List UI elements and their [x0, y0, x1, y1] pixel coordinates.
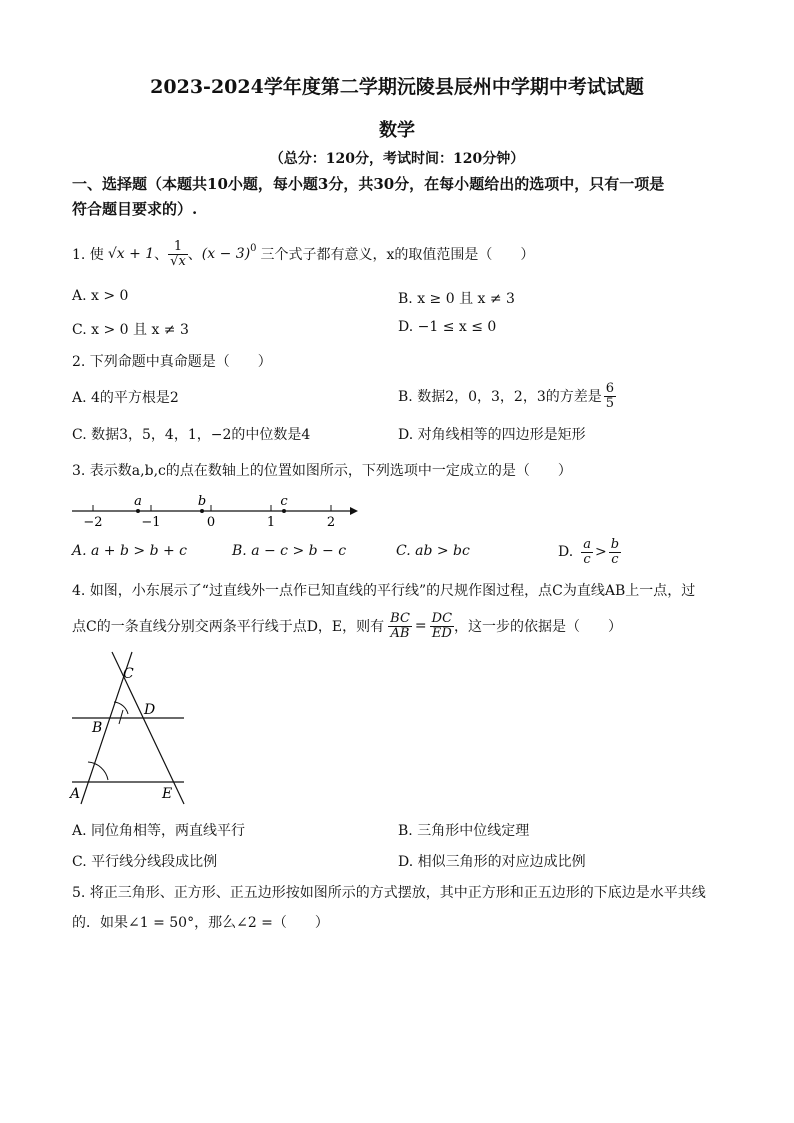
q4-option-a[interactable]: A. 同位角相等，两直线平行 [72, 823, 246, 839]
q1-sep-1: 、 [154, 247, 169, 263]
q4-eq: = [414, 618, 427, 634]
question-2-stem: 2. 下列命题中真命题是（ ） [72, 354, 272, 370]
angle-arc-lower [88, 762, 108, 780]
angle-arc-upper [114, 702, 128, 714]
point-b-label: b [197, 494, 207, 509]
point-c-label: c [280, 494, 288, 509]
q1-number: 1. 使 [72, 247, 104, 263]
label-e: E [162, 786, 173, 802]
q1-fraction-num: 1 [168, 240, 188, 255]
number-line-ticks [93, 505, 331, 511]
q3-d-num-2: b [610, 536, 620, 552]
q3-option-a[interactable]: A. a + b > b + c [72, 543, 188, 559]
q4-f1-den: AB [390, 625, 410, 641]
point-a [136, 509, 140, 513]
q3-d-fraction-2 [609, 538, 621, 566]
question-4-stem-cont [72, 604, 622, 648]
q1-option-b[interactable]: B. x ≥ 0 且 x ≠ 3 [398, 291, 515, 307]
q4-option-d[interactable]: D. 相似三角形的对应边成比例 [398, 854, 586, 870]
q4-f1-num: BC [390, 610, 410, 626]
q4-f2-den: ED [431, 625, 452, 641]
q1-fraction [168, 240, 188, 268]
q1-stem-text: 三个式子都有意义，x的取值范围是（ ） [260, 247, 535, 263]
q1-sep-2: 、 [187, 247, 202, 263]
q3-option-d[interactable] [558, 532, 621, 572]
question-4-stem: 4. 如图，小东展示了“过直线外一点作已知直线的平行线”的尺规作图过程，点C为直线AB上一点，过 [72, 583, 696, 599]
section-heading: 一、选择题（本题共10小题，每小题3分，共30分，在每小题给出的选项中，只有一项是 [72, 175, 665, 193]
question-5-stem: 5. 将正三角形、正方形、正五边形按如图所示的方式摆放，其中正方形和正五边形的下底边是水平共线 [72, 885, 706, 901]
q1-option-d[interactable]: D. −1 ≤ x ≤ 0 [398, 319, 497, 335]
q3-d-den-1: c [583, 551, 591, 567]
q3-d-den-2: c [611, 551, 619, 567]
q3-d-fraction-1 [581, 538, 593, 566]
q3-d-gt: > [594, 544, 607, 560]
q2-option-b-text: B. 数据2，0，3，2，3的方差是 [398, 389, 602, 405]
tick-label: 1 [266, 515, 276, 530]
point-b [200, 509, 204, 513]
q3-option-d-letter: D. [558, 544, 574, 560]
question-1-stem [72, 232, 534, 276]
q4-f2-num: DC [431, 610, 453, 626]
exam-info: （总分：120分，考试时间：120分钟） [269, 151, 525, 167]
q2-option-c[interactable]: C. 数据3，5，4，1，−2的中位数是4 [72, 427, 311, 443]
q3-d-num-1: a [583, 536, 591, 552]
point-c [282, 509, 286, 513]
tick-label: −1 [141, 515, 161, 530]
q1-expr-sqrt: √x + 1 [107, 246, 155, 262]
q1-expr-power: (x − 3) [201, 246, 251, 262]
arc-mark [119, 710, 123, 724]
number-line-arrow-icon [350, 507, 358, 515]
q1-exponent: 0 [250, 242, 257, 254]
label-b: B [92, 720, 103, 736]
label-d: D [144, 702, 156, 718]
tick-label: −2 [83, 515, 103, 530]
tick-label: 2 [326, 515, 336, 530]
page-title: 2023-2024学年度第二学期沅陵县辰州中学期中考试试题 [150, 76, 644, 98]
parallel-lines-figure [66, 648, 196, 808]
q1-fraction-den: √x [170, 253, 186, 269]
q4-text-a: 点C的一条直线分别交两条平行线于点D，E，则有 [72, 619, 385, 635]
q4-fraction-1 [388, 612, 412, 640]
question-3-stem: 3. 表示数a,b,c的点在数轴上的位置如图所示，下列选项中一定成立的是（ ） [72, 463, 572, 479]
q1-option-a[interactable]: A. x > 0 [72, 288, 129, 304]
q2-option-b[interactable] [398, 376, 616, 416]
q2-option-b-fraction [604, 382, 616, 410]
label-a: A [70, 786, 81, 802]
number-line-figure [66, 490, 366, 530]
q4-option-c[interactable]: C. 平行线分线段成比例 [72, 854, 218, 870]
q2-b-den: 5 [605, 395, 615, 411]
q3-option-b[interactable]: B. a − c > b − c [232, 543, 347, 559]
q4-text-b: ，这一步的依据是（ ） [454, 619, 623, 635]
q4-option-b[interactable]: B. 三角形中位线定理 [398, 823, 530, 839]
subject-title: 数学 [379, 120, 415, 141]
q2-option-d[interactable]: D. 对角线相等的四边形是矩形 [398, 427, 586, 443]
q3-option-c[interactable]: C. ab > bc [396, 543, 470, 559]
tick-label: 0 [206, 515, 216, 530]
point-a-label: a [134, 494, 142, 509]
q2-b-num: 6 [605, 380, 615, 396]
section-heading-cont: 符合题目要求的）. [72, 200, 198, 218]
q2-option-a[interactable]: A. 4的平方根是2 [72, 390, 179, 406]
label-c: C [123, 666, 134, 682]
question-5-stem-cont: 的．如果∠1 = 50°，那么∠2 =（ ） [72, 915, 329, 931]
q1-option-c[interactable]: C. x > 0 且 x ≠ 3 [72, 322, 189, 338]
q4-fraction-2 [430, 612, 454, 640]
